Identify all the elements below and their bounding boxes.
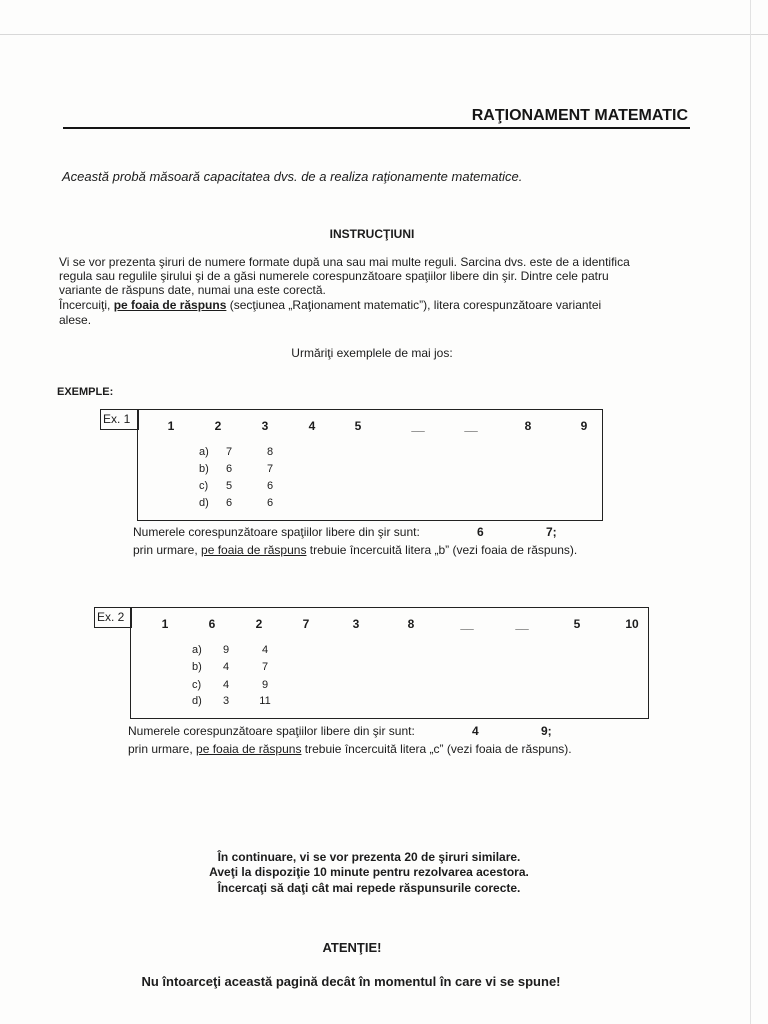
example-1-option-value: 6 xyxy=(266,480,274,492)
example-2-option-value: 4 xyxy=(261,644,269,656)
example-1-option-value: 7 xyxy=(266,463,274,475)
closing-line-2: Aveţi la dispoziţie 10 minute pentru rezolvarea acestora. xyxy=(209,865,529,879)
example-1-term: 2 xyxy=(214,419,222,433)
example-2-answer-sheet-emphasis: pe foaia de răspuns xyxy=(196,742,302,756)
example-2-term: 10 xyxy=(625,617,639,631)
example-1-option-value: 6 xyxy=(225,497,233,509)
example-1-answer-sheet-emphasis: pe foaia de răspuns xyxy=(201,543,307,557)
instructions-line-5: alese. xyxy=(59,313,92,327)
example-2-option-value: 4 xyxy=(222,679,230,691)
instructions-line-4-start: Încercuiţi, xyxy=(59,298,114,312)
examples-heading: EXEMPLE: xyxy=(57,386,114,398)
scan-top-edge xyxy=(0,34,768,35)
example-1-term: 3 xyxy=(261,419,269,433)
example-1-result-start: prin urmare, xyxy=(133,543,202,557)
example-1-option-letter: b) xyxy=(199,463,209,475)
example-1-option-value: 6 xyxy=(266,497,274,509)
title-underline-rule xyxy=(63,127,690,129)
example-1-option-letter: a) xyxy=(199,446,209,458)
instructions-line-1: Vi se vor prezenta şiruri de numere formate după una sau mai multe reguli. Sarcina dvs. este de a identifica xyxy=(59,255,630,269)
example-2-answer-first: 4 xyxy=(472,724,479,738)
instructions-line-4 xyxy=(59,298,601,312)
example-1-label: Ex. 1 xyxy=(103,412,131,426)
examples-intro: Urmăriţi exemplele de mai jos: xyxy=(291,346,453,360)
example-2-term: 8 xyxy=(407,617,415,631)
example-2-option-value: 11 xyxy=(259,695,271,707)
example-2-term: 1 xyxy=(161,617,169,631)
example-2-term: 7 xyxy=(302,617,310,631)
example-2-answer-text: Numerele corespunzătoare spaţiilor libere din şir sunt: xyxy=(128,724,415,738)
page-title: RAŢIONAMENT MATEMATIC xyxy=(471,107,688,124)
example-1-option-letter: d) xyxy=(199,497,209,509)
scan-right-edge xyxy=(750,0,751,1024)
example-1-answer-first: 6 xyxy=(477,525,484,539)
example-1-term: 9 xyxy=(580,419,588,433)
example-1-term: 8 xyxy=(524,419,532,433)
example-1-answer-second: 7; xyxy=(546,525,557,539)
example-2-option-letter: d) xyxy=(192,695,202,707)
example-2-term: 2 xyxy=(255,617,263,631)
intro-text: Această probă măsoară capacitatea dvs. de a realiza raţionamente matematice. xyxy=(62,169,523,184)
example-1-term: 1 xyxy=(167,419,175,433)
warning-text: Nu întoarceţi această pagină decât în momentul în care vi se spune! xyxy=(141,974,561,989)
example-1-option-value: 5 xyxy=(225,480,233,492)
closing-line-3: Încercaţi să daţi cât mai repede răspunsurile corecte. xyxy=(217,881,521,895)
instructions-line-2: regula sau regulile şirului şi de a găsi numerele corespunzătoare spaţiilor libere din şir. Dintre cele patru xyxy=(59,269,609,283)
example-2-blank: __ xyxy=(515,617,529,631)
example-1-blank: __ xyxy=(411,419,425,433)
example-2-result-end: trebuie încercuită litera „c” (vezi foaia de răspuns). xyxy=(301,742,572,756)
example-1-option-value: 8 xyxy=(266,446,274,458)
instructions-line-4-end: (secţiunea „Raţionament matematic”), litera corespunzătoare variantei xyxy=(226,298,602,312)
example-1-term: 4 xyxy=(308,419,316,433)
example-2-option-value: 3 xyxy=(222,695,230,707)
example-2-option-letter: a) xyxy=(192,644,202,656)
example-2-result-start: prin urmare, xyxy=(128,742,197,756)
example-1-result-line xyxy=(133,543,577,557)
example-2-option-value: 9 xyxy=(261,679,269,691)
example-2-option-value: 9 xyxy=(222,644,230,656)
example-2-option-value: 7 xyxy=(261,661,269,673)
instructions-line-3: variante de răspuns date, numai una este corectă. xyxy=(59,283,326,297)
example-2-blank: __ xyxy=(460,617,474,631)
example-2-option-value: 4 xyxy=(222,661,230,673)
example-1-option-letter: c) xyxy=(199,480,209,492)
example-2-option-letter: c) xyxy=(192,679,202,691)
instructions-heading: INSTRUCŢIUNI xyxy=(329,227,415,241)
example-1-option-value: 7 xyxy=(225,446,233,458)
example-2-result-line xyxy=(128,742,572,756)
example-1-term: 5 xyxy=(354,419,362,433)
example-1-answer-text: Numerele corespunzătoare spaţiilor libere din şir sunt: xyxy=(133,525,420,539)
example-2-answer-second: 9; xyxy=(541,724,552,738)
example-2-term: 5 xyxy=(573,617,581,631)
example-2-term: 3 xyxy=(352,617,360,631)
example-1-option-value: 6 xyxy=(225,463,233,475)
example-1-blank: __ xyxy=(464,419,478,433)
warning-title: ATENŢIE! xyxy=(322,940,382,955)
example-1-result-end: trebuie încercuită litera „b” (vezi foaia de răspuns). xyxy=(306,543,578,557)
example-2-term: 6 xyxy=(208,617,216,631)
closing-line-1: În continuare, vi se vor prezenta 20 de şiruri similare. xyxy=(217,850,521,864)
answer-sheet-emphasis: pe foaia de răspuns xyxy=(113,298,227,312)
example-2-option-letter: b) xyxy=(192,661,202,673)
example-2-label: Ex. 2 xyxy=(97,610,125,624)
